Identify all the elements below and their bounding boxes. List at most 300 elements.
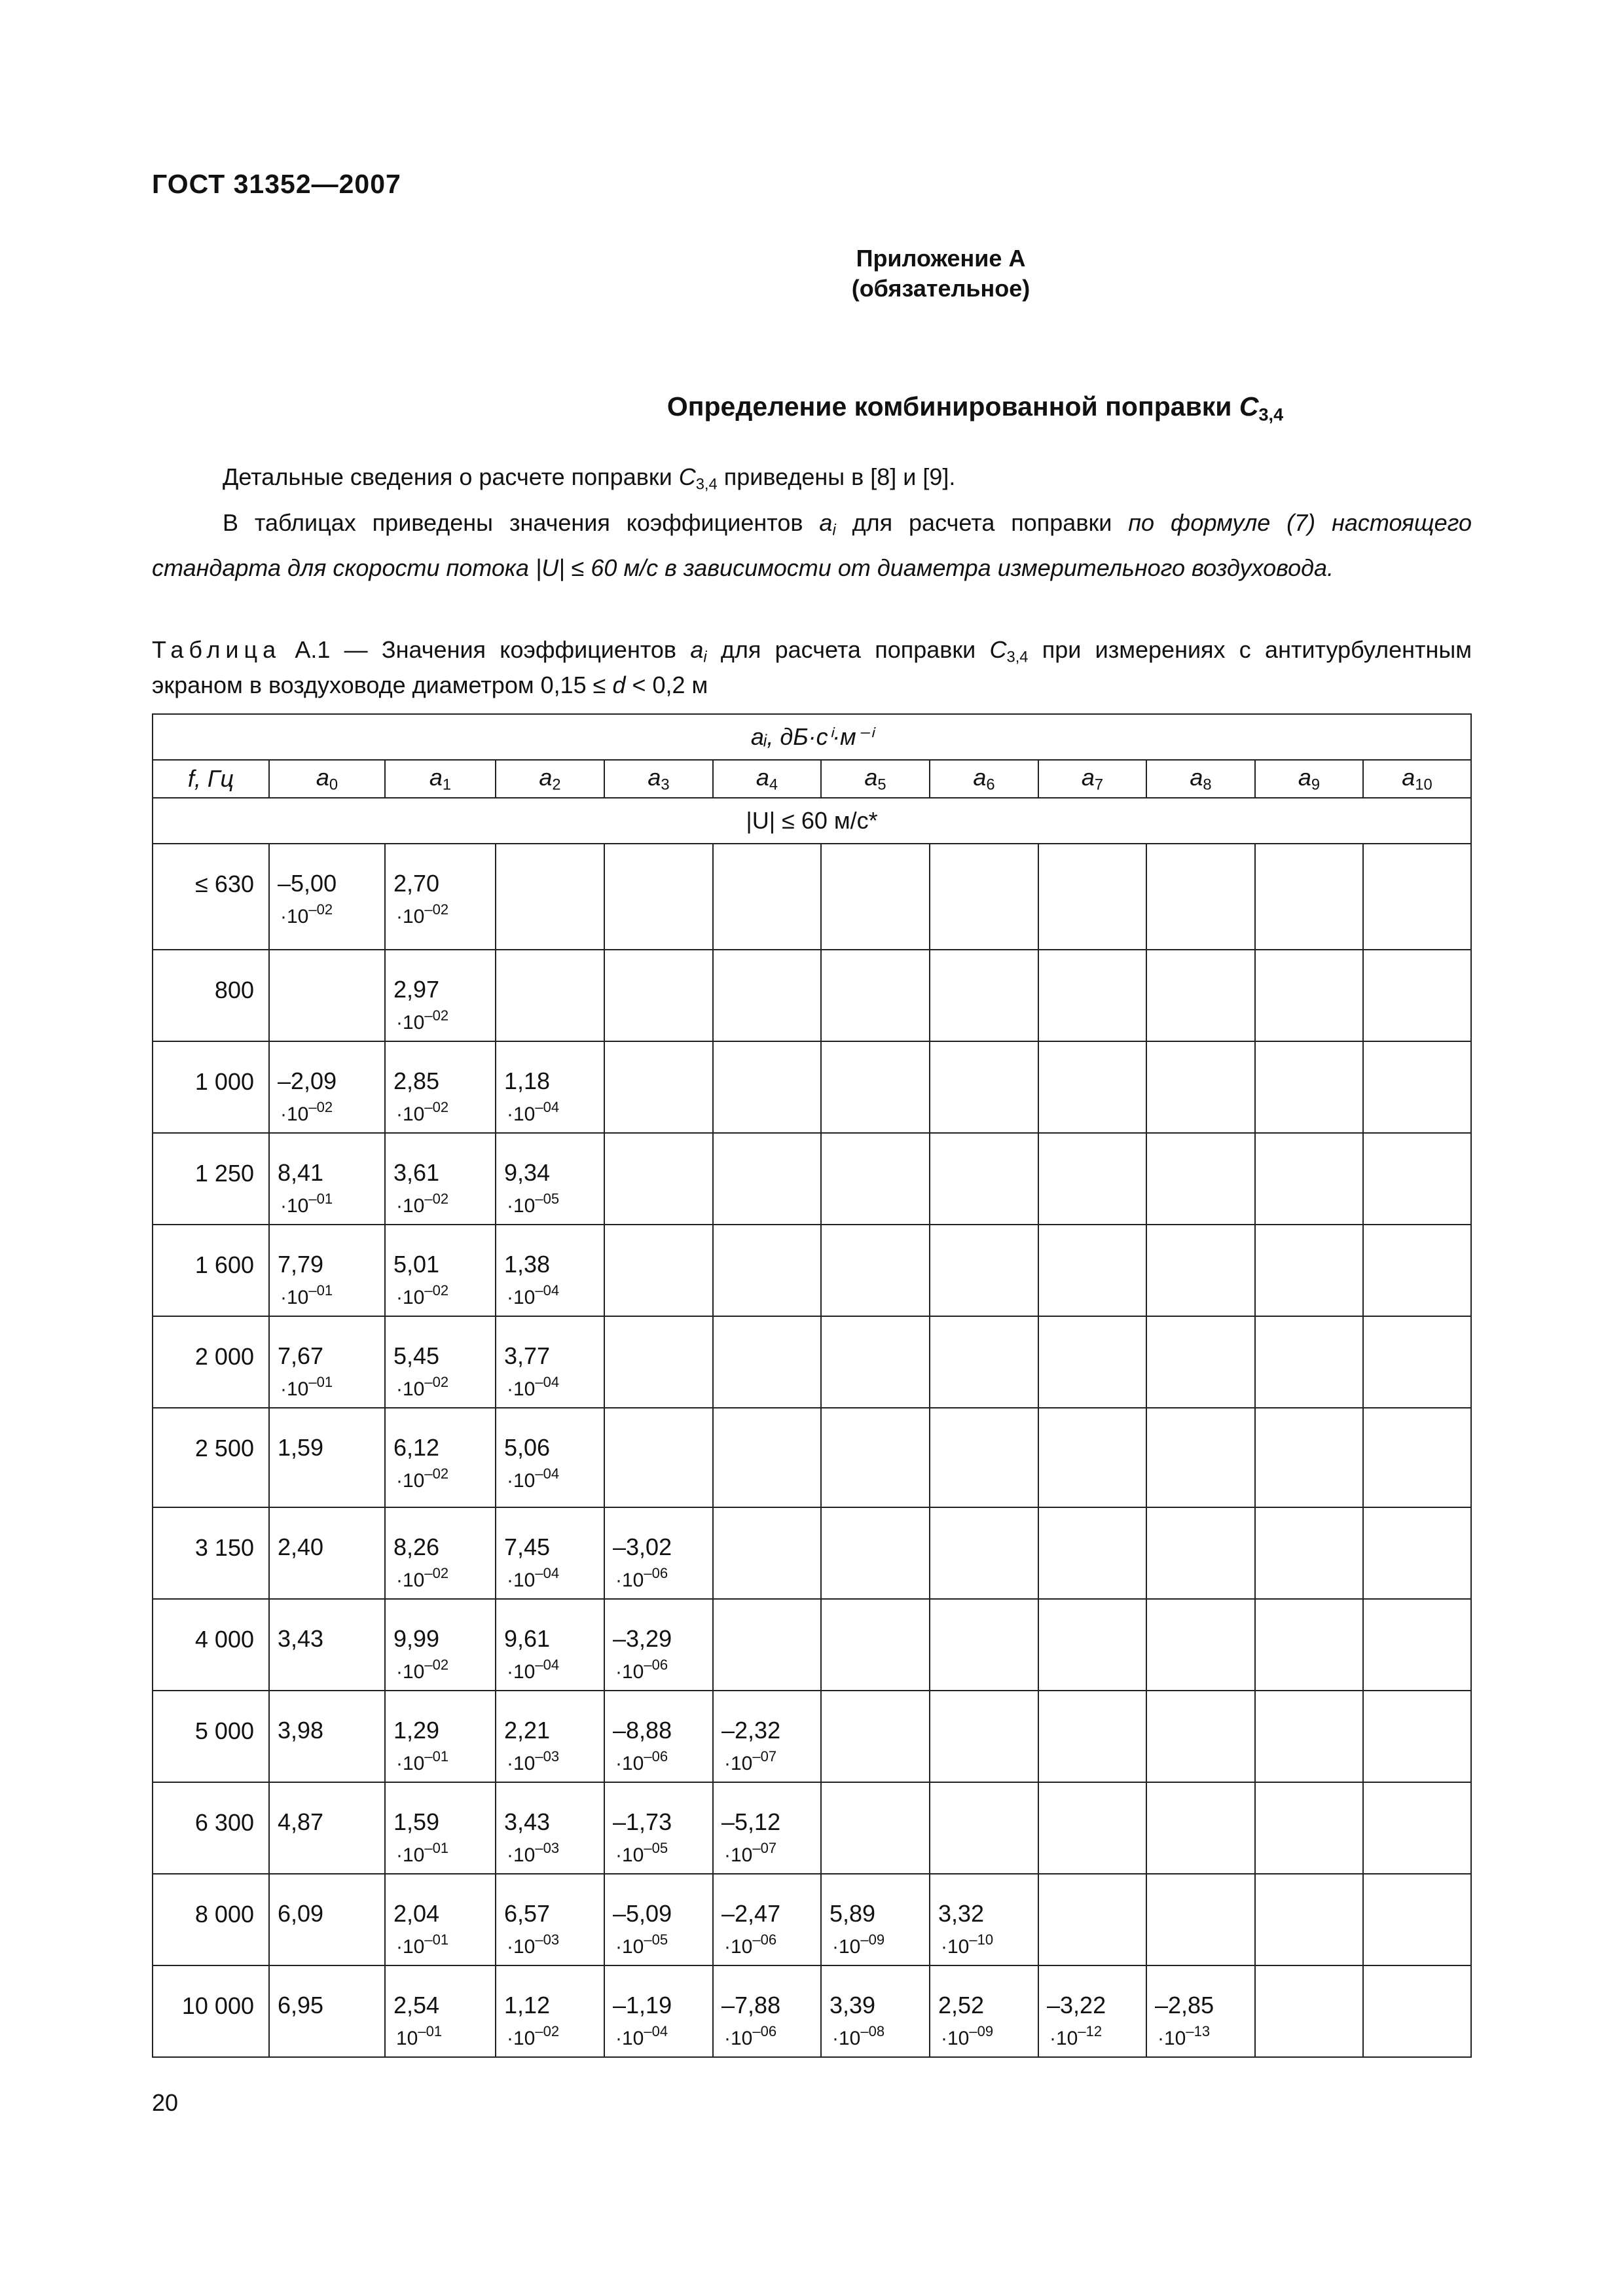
value-cell	[604, 844, 713, 950]
exponent-power: –01	[308, 1374, 333, 1390]
value-cell	[604, 1225, 713, 1316]
value-cell	[821, 1133, 930, 1225]
exponent: $\cdot 10^{-06}$	[724, 2023, 777, 2049]
mantissa: 1,59	[393, 1808, 440, 1835]
exponent-power: –05	[644, 1931, 668, 1948]
value-cell	[930, 1782, 1038, 1874]
value-cell	[821, 1041, 930, 1133]
mantissa: 2,52	[938, 1992, 985, 2018]
exponent-power: –04	[535, 1282, 560, 1299]
value-cell	[1146, 1782, 1255, 1874]
exponent: $\cdot 10^{-02}$	[396, 1565, 449, 1591]
coef-header-letter: a	[1298, 763, 1311, 791]
mantissa: 8,26	[393, 1534, 440, 1560]
table-row	[153, 1133, 1471, 1225]
coef-header-letter: a	[1190, 763, 1203, 791]
value-cell	[821, 844, 930, 950]
value-cell	[821, 1965, 930, 2057]
value-cell	[1255, 1965, 1363, 2057]
exponent-power: –04	[535, 1465, 560, 1482]
coef-header-index: 3	[661, 776, 670, 794]
value-cell	[385, 1599, 496, 1691]
value-cell	[1146, 1408, 1255, 1507]
mantissa: 6,09	[278, 1900, 324, 1927]
value-cell	[713, 844, 821, 950]
exponent-power: –04	[535, 1099, 560, 1115]
value-cell	[269, 1965, 385, 2057]
frequency-cell: 800	[153, 950, 269, 1041]
value-cell	[496, 1507, 604, 1599]
value-cell	[269, 1599, 385, 1691]
exponent: $\cdot 10^{-04}$	[507, 1282, 560, 1308]
value-cell	[269, 1408, 385, 1507]
coef-header-letter: a	[864, 763, 878, 791]
value-cell	[1363, 1408, 1471, 1507]
mantissa: –1,19	[613, 1992, 672, 2018]
exponent-power: –09	[969, 2023, 994, 2039]
exponent-power: –01	[424, 1840, 449, 1856]
table-row	[153, 1041, 1471, 1133]
unit-header-text: aᵢ, дБ·cⁱ·м⁻ⁱ	[750, 723, 873, 750]
mantissa: 9,99	[393, 1625, 440, 1652]
exponent: $\cdot 10^{-07}$	[724, 1748, 777, 1774]
mantissa: –8,88	[613, 1717, 672, 1744]
mantissa: 2,85	[393, 1067, 440, 1094]
mantissa: 5,45	[393, 1342, 440, 1369]
value-cell	[385, 1965, 496, 2057]
appendix-status: (обязательное)	[851, 275, 1030, 302]
exponent-power: –04	[535, 1374, 560, 1390]
value-cell	[1363, 1316, 1471, 1408]
value-cell	[1363, 844, 1471, 950]
coef-header-6	[930, 760, 1038, 798]
value-cell	[930, 1599, 1038, 1691]
exponent-power: –06	[752, 2023, 777, 2039]
value-cell	[496, 844, 604, 950]
value-cell	[385, 1782, 496, 1874]
mantissa: 9,34	[504, 1159, 551, 1186]
exponent-power: –05	[644, 1840, 668, 1856]
coef-header-index: 8	[1203, 776, 1212, 794]
frequency-cell: 10 000	[153, 1965, 269, 2057]
mantissa: 3,43	[278, 1625, 324, 1652]
coef-header-9	[1255, 760, 1363, 798]
table-row	[153, 1316, 1471, 1408]
value-cell	[1146, 1041, 1255, 1133]
exponent-power: –02	[424, 1565, 449, 1581]
mantissa: 5,89	[830, 1900, 876, 1927]
exponent: $\cdot 10^{-06}$	[615, 1565, 668, 1591]
mantissa: 9,61	[504, 1625, 551, 1652]
exponent-power: –07	[752, 1748, 777, 1765]
value-cell	[385, 844, 496, 950]
value-cell	[930, 1225, 1038, 1316]
value-cell	[1255, 1599, 1363, 1691]
caption-label: Таблица	[152, 636, 282, 663]
coefficients-table	[152, 713, 1472, 2058]
value-cell	[1146, 950, 1255, 1041]
value-cell	[385, 1507, 496, 1599]
coef-header-letter: a	[756, 763, 769, 791]
exponent: $\cdot 10^{-02}$	[396, 901, 449, 927]
exponent: $\cdot 10^{-13}$	[1158, 2023, 1211, 2049]
mantissa: 8,41	[278, 1159, 324, 1186]
coef-header-index: 10	[1415, 776, 1432, 794]
table-row	[153, 1965, 1471, 2057]
value-cell	[604, 1599, 713, 1691]
exponent-power: –01	[424, 1931, 449, 1948]
frequency-cell: 2 000	[153, 1316, 269, 1408]
value-cell	[821, 1691, 930, 1782]
frequency-cell: 4 000	[153, 1599, 269, 1691]
value-cell	[385, 1691, 496, 1782]
value-cell	[713, 1874, 821, 1965]
velocity-row	[153, 798, 1471, 844]
value-cell	[821, 1316, 930, 1408]
exponent: $\cdot 10^{-05}$	[615, 1840, 668, 1866]
value-cell	[1146, 1599, 1255, 1691]
exponent: $\cdot 10^{-03}$	[507, 1931, 560, 1958]
value-cell	[269, 1133, 385, 1225]
appendix-title: Приложение А	[856, 245, 1026, 272]
exponent-power: –02	[424, 1282, 449, 1299]
value-cell	[604, 1133, 713, 1225]
exponent: $\cdot 10^{-04}$	[507, 1465, 560, 1492]
unit-header-cell	[153, 714, 1471, 760]
exponent-power: –02	[424, 1374, 449, 1390]
value-cell	[269, 844, 385, 950]
value-cell	[269, 1041, 385, 1133]
value-cell	[604, 1965, 713, 2057]
exponent-power: –02	[535, 2023, 560, 2039]
exponent: $\cdot 10^{-09}$	[941, 2023, 994, 2049]
value-cell	[1146, 1691, 1255, 1782]
mantissa: 6,95	[278, 1992, 324, 2018]
coef-header-index: 1	[442, 776, 452, 794]
value-cell	[496, 950, 604, 1041]
coef-header-letter: a	[1402, 763, 1415, 791]
value-cell	[930, 1041, 1038, 1133]
mantissa: 7,67	[278, 1342, 324, 1369]
value-cell	[1363, 1507, 1471, 1599]
coef-header-7	[1038, 760, 1146, 798]
mantissa: 2,40	[278, 1534, 324, 1560]
exponent: $\cdot 10^{-04}$	[615, 2023, 668, 2049]
exponent-power: –02	[308, 1099, 333, 1115]
exponent: $\cdot 10^{-05}$	[615, 1931, 668, 1958]
exponent: $\cdot 10^{-01}$	[280, 1374, 333, 1400]
exponent: $\cdot 10^{-06}$	[615, 1657, 668, 1683]
section-title	[0, 391, 1623, 425]
exponent-power: –02	[424, 1007, 449, 1024]
value-cell	[496, 1408, 604, 1507]
value-cell	[930, 1316, 1038, 1408]
value-cell	[1146, 1965, 1255, 2057]
coef-header-index: 7	[1094, 776, 1104, 794]
value-cell	[930, 1408, 1038, 1507]
value-cell	[269, 1691, 385, 1782]
value-cell	[604, 1408, 713, 1507]
exponent-power: –02	[424, 1657, 449, 1673]
value-cell	[821, 950, 930, 1041]
mantissa: 5,06	[504, 1434, 551, 1461]
mantissa: 2,97	[393, 976, 440, 1003]
value-cell	[269, 1782, 385, 1874]
mantissa: –7,88	[721, 1992, 781, 2018]
value-cell	[1038, 1507, 1146, 1599]
value-cell	[1146, 1507, 1255, 1599]
value-cell	[821, 1507, 930, 1599]
exponent-power: –05	[535, 1191, 560, 1207]
value-cell	[1363, 1874, 1471, 1965]
exponent-power: –02	[424, 901, 449, 918]
coef-header-letter: a	[316, 763, 329, 791]
value-cell	[496, 1874, 604, 1965]
exponent-power: –01	[424, 1748, 449, 1765]
mantissa: 7,45	[504, 1534, 551, 1560]
value-cell	[1255, 844, 1363, 950]
mantissa: 2,04	[393, 1900, 440, 1927]
exponent-power: –02	[424, 1099, 449, 1115]
value-cell	[1038, 1965, 1146, 2057]
mantissa: 1,18	[504, 1067, 551, 1094]
mantissa: 2,70	[393, 870, 440, 897]
exponent: $\cdot 10^{-05}$	[507, 1191, 560, 1217]
value-cell	[604, 1041, 713, 1133]
coef-header-index: 9	[1311, 776, 1321, 794]
mantissa: –2,47	[721, 1900, 781, 1927]
frequency-cell: 6 300	[153, 1782, 269, 1874]
exponent-power: –03	[535, 1840, 560, 1856]
value-cell	[821, 1782, 930, 1874]
value-cell	[1038, 1782, 1146, 1874]
value-cell	[713, 1691, 821, 1782]
value-cell	[1255, 1041, 1363, 1133]
value-cell	[604, 1691, 713, 1782]
exponent-power: –06	[644, 1748, 668, 1765]
frequency-cell: 1 000	[153, 1041, 269, 1133]
value-cell	[1038, 844, 1146, 950]
value-cell	[385, 1133, 496, 1225]
exponent-power: –07	[752, 1840, 777, 1856]
frequency-cell: 3 150	[153, 1507, 269, 1599]
value-cell	[1038, 1408, 1146, 1507]
value-cell	[821, 1408, 930, 1507]
coef-header-10	[1363, 760, 1471, 798]
table-row	[153, 1507, 1471, 1599]
value-cell	[496, 1782, 604, 1874]
value-cell	[1038, 1316, 1146, 1408]
exponent: $\cdot 10^{-02}$	[396, 1465, 449, 1492]
value-cell	[1363, 1133, 1471, 1225]
coef-header-index: 2	[552, 776, 561, 794]
value-cell	[1255, 1408, 1363, 1507]
mantissa: –5,00	[278, 870, 337, 897]
exponent-power: –02	[424, 1191, 449, 1207]
paragraph-1: Детальные сведения о расчете поправки $C_{3,4}$ приведены в [8] и [9].	[223, 463, 956, 493]
mantissa: 1,59	[278, 1434, 324, 1461]
exponent: $\cdot 10^{-02}$	[396, 1191, 449, 1217]
exponent-power: –06	[644, 1565, 668, 1581]
exponent: $\cdot 10^{-02}$	[396, 1374, 449, 1400]
value-cell	[1255, 950, 1363, 1041]
exponent: $\cdot 10^{-02}$	[396, 1282, 449, 1308]
coefficients-table-container	[152, 713, 1472, 2058]
mantissa: 7,79	[278, 1251, 324, 1278]
exponent: $\cdot 10^{-01}$	[396, 1748, 449, 1774]
value-cell	[385, 1408, 496, 1507]
coef-header-5	[821, 760, 930, 798]
mantissa: 1,38	[504, 1251, 551, 1278]
exponent: $\cdot 10^{-02}$	[507, 2023, 560, 2049]
mantissa: 3,77	[504, 1342, 551, 1369]
freq-header-text: f, Гц	[187, 765, 234, 792]
value-cell	[930, 1133, 1038, 1225]
exponent: $\cdot 10^{-01}$	[396, 1931, 449, 1958]
coef-header-index: 5	[877, 776, 886, 794]
value-cell	[713, 1041, 821, 1133]
frequency-cell: ≤ 630	[153, 844, 269, 950]
coef-header-index: 4	[769, 776, 778, 794]
coef-header-letter: a	[429, 763, 443, 791]
value-cell	[1038, 1874, 1146, 1965]
value-cell	[1363, 1782, 1471, 1874]
value-cell	[1146, 1316, 1255, 1408]
mantissa: 3,43	[504, 1808, 551, 1835]
value-cell	[713, 1599, 821, 1691]
value-cell	[385, 1316, 496, 1408]
value-cell	[1146, 1133, 1255, 1225]
exponent: $10^{-01}$	[396, 2023, 443, 2049]
table-row	[153, 1782, 1471, 1874]
mantissa: 3,98	[278, 1717, 324, 1744]
value-cell	[1038, 950, 1146, 1041]
exponent-power: –04	[535, 1565, 560, 1581]
coef-header-index: 0	[329, 776, 338, 794]
exponent-power: –10	[969, 1931, 994, 1948]
mantissa: –2,09	[278, 1067, 337, 1094]
coef-header-3	[604, 760, 713, 798]
value-cell	[930, 1965, 1038, 2057]
value-cell	[1255, 1782, 1363, 1874]
exponent: $\cdot 10^{-09}$	[832, 1931, 885, 1958]
column-header-row	[153, 760, 1471, 798]
value-cell	[496, 1133, 604, 1225]
exponent: $\cdot 10^{-10}$	[941, 1931, 994, 1958]
value-cell	[1363, 1599, 1471, 1691]
exponent: $\cdot 10^{-04}$	[507, 1565, 560, 1591]
exponent: $\cdot 10^{-01}$	[280, 1282, 333, 1308]
value-cell	[1146, 844, 1255, 950]
mantissa: 1,12	[504, 1992, 551, 2018]
value-cell	[713, 1133, 821, 1225]
mantissa: 4,87	[278, 1808, 324, 1835]
mantissa: 6,57	[504, 1900, 551, 1927]
exponent-power: –12	[1078, 2023, 1103, 2039]
value-cell	[1363, 950, 1471, 1041]
value-cell	[713, 1965, 821, 2057]
page-number: 20	[152, 2089, 179, 2116]
exponent: $\cdot 10^{-04}$	[507, 1099, 560, 1125]
exponent: $\cdot 10^{-07}$	[724, 1840, 777, 1866]
exponent-power: –13	[1186, 2023, 1211, 2039]
value-cell	[713, 1225, 821, 1316]
value-cell	[604, 1507, 713, 1599]
exponent: $\cdot 10^{-01}$	[396, 1840, 449, 1866]
exponent-power: –06	[644, 1657, 668, 1673]
appendix-heading	[0, 243, 1623, 304]
exponent: $\cdot 10^{-02}$	[396, 1099, 449, 1125]
value-cell	[604, 1316, 713, 1408]
unit-header-row	[153, 714, 1471, 760]
frequency-cell: 1 600	[153, 1225, 269, 1316]
exponent: $\cdot 10^{-08}$	[832, 2023, 885, 2049]
coef-header-letter: a	[973, 763, 987, 791]
value-cell	[496, 1965, 604, 2057]
value-cell	[1038, 1225, 1146, 1316]
value-cell	[496, 1041, 604, 1133]
value-cell	[1255, 1691, 1363, 1782]
coef-header-2	[496, 760, 604, 798]
exponent: $\cdot 10^{-12}$	[1049, 2023, 1103, 2049]
mantissa: –5,12	[721, 1808, 781, 1835]
value-cell	[1255, 1507, 1363, 1599]
frequency-cell: 2 500	[153, 1408, 269, 1507]
value-cell	[930, 1874, 1038, 1965]
table-row	[153, 1599, 1471, 1691]
value-cell	[1255, 1133, 1363, 1225]
body-text	[152, 458, 1472, 587]
exponent-power: –01	[308, 1282, 333, 1299]
value-cell	[1363, 1965, 1471, 2057]
table-caption: Таблица А.1 — Значения коэффициентов $a_i$ для расчета поправки $C_{3,4}$ при измерениях с антитурбулентным экраном в воздуховоде диаметром 0,15 ≤ d < 0,2 м	[152, 636, 1472, 698]
value-cell	[496, 1316, 604, 1408]
section-title-text: Определение комбинированной поправки	[666, 391, 1239, 422]
table-row	[153, 844, 1471, 950]
value-cell	[496, 1599, 604, 1691]
value-cell	[1038, 1041, 1146, 1133]
table-row	[153, 1691, 1471, 1782]
value-cell	[385, 1874, 496, 1965]
value-cell	[713, 1507, 821, 1599]
value-cell	[930, 844, 1038, 950]
exponent-power: –09	[860, 1931, 885, 1948]
value-cell	[713, 1408, 821, 1507]
exponent: $\cdot 10^{-03}$	[507, 1748, 560, 1774]
mantissa: 3,61	[393, 1159, 440, 1186]
exponent-power: –04	[644, 2023, 668, 2039]
value-cell	[1255, 1874, 1363, 1965]
exponent: $\cdot 10^{-04}$	[507, 1657, 560, 1683]
exponent: $\cdot 10^{-02}$	[280, 1099, 333, 1125]
freq-header	[153, 760, 269, 798]
exponent-power: –03	[535, 1748, 560, 1765]
value-cell	[1038, 1691, 1146, 1782]
exponent: $\cdot 10^{-06}$	[615, 1748, 668, 1774]
coef-header-4	[713, 760, 821, 798]
paragraph-2: В таблицах приведены значения коэффициентов $a_i$ для расчета поправки по формуле (7) настоящего стандарта для скорости потока |U| ≤ 60 м/с в зависимости от диаметра измерительного воздуховода.	[152, 509, 1472, 582]
value-cell	[821, 1225, 930, 1316]
value-cell	[496, 1691, 604, 1782]
mantissa: 2,54	[393, 1992, 440, 2018]
exponent-power: –08	[860, 2023, 885, 2039]
coef-header-0	[269, 760, 385, 798]
exponent: $\cdot 10^{-02}$	[396, 1657, 449, 1683]
exponent: $\cdot 10^{-06}$	[724, 1931, 777, 1958]
exponent-power: –03	[535, 1931, 560, 1948]
mantissa: –1,73	[613, 1808, 672, 1835]
value-cell	[604, 1782, 713, 1874]
